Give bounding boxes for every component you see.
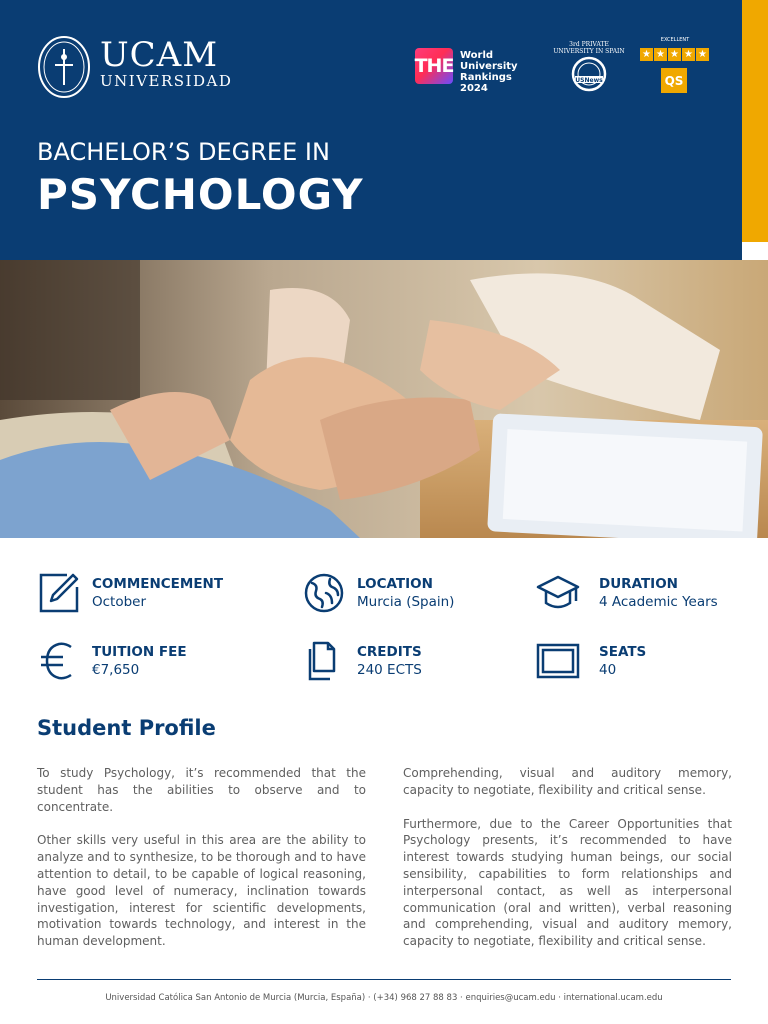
graduation-cap-icon xyxy=(536,571,580,615)
degree-type: BACHELOR’S DEGREE IN xyxy=(37,138,330,166)
the-line: University xyxy=(460,61,518,72)
profile-column-right xyxy=(403,765,732,967)
fact-label: DURATION xyxy=(599,576,678,592)
footer-divider xyxy=(37,979,731,980)
section-title: Student Profile xyxy=(37,716,216,740)
qs-stars xyxy=(640,48,709,61)
header-banner xyxy=(0,0,742,260)
fact-label: TUITION FEE xyxy=(92,644,187,660)
profile-column-left xyxy=(37,765,366,967)
star-icon: ★ xyxy=(654,48,667,61)
usnews-line: 3rd PRIVATE xyxy=(569,41,609,48)
the-line: Rankings 2024 xyxy=(460,72,512,94)
usnews-line: UNIVERSITY IN SPAIN xyxy=(553,48,625,55)
fact-label: LOCATION xyxy=(357,576,433,592)
paragraph: Furthermore, due to the Career Opportunities that Psychology presents, it’s recommended to have interest towards studying human beings, our social sensibility, capabilities to form relationships and interpersonal contact, as well as interpersonal communication (oral and written), verbal reasoning and comprehending, visual and auditory memory, capacity to negotiate, flexibility and critical sense. xyxy=(403,816,732,949)
hands-photo-illustration xyxy=(0,260,768,538)
brand-sub: UNIVERSIDAD xyxy=(100,72,233,90)
brand-wordmark xyxy=(100,35,233,90)
qs-excellent-text: EXCELLENT xyxy=(660,37,690,43)
star-icon: ★ xyxy=(668,48,681,61)
fact-label: COMMENCEMENT xyxy=(92,576,224,592)
fact-value: 4 Academic Years xyxy=(599,594,718,610)
qs-logo: QS xyxy=(661,68,687,93)
the-line: World xyxy=(460,50,494,61)
usnews-label: USNews xyxy=(575,77,603,84)
hero-photo xyxy=(0,260,768,538)
brand-name: UCAM xyxy=(100,35,219,75)
fact-value: Murcia (Spain) xyxy=(357,594,455,610)
star-icon: ★ xyxy=(696,48,709,61)
accent-bar xyxy=(742,0,768,242)
paragraph: To study Psychology, it’s recommended that the student has the abilities to observe and to concentrate. xyxy=(37,766,366,814)
fact-value: €7,650 xyxy=(92,662,140,678)
usnews-badge-icon xyxy=(567,56,611,92)
footer-contact: Universidad Católica San Antonio de Murcia (Murcia, España) · (+34) 968 27 88 83 · enquiries@ucam.edu · international.ucam.edu xyxy=(105,993,663,1003)
screen-icon xyxy=(536,639,580,683)
pencil-square-icon xyxy=(37,571,81,615)
globe-icon xyxy=(302,571,346,615)
university-seal-icon xyxy=(37,35,91,99)
degree-name: PSYCHOLOGY xyxy=(37,170,364,219)
fact-label: SEATS xyxy=(599,644,647,660)
star-icon: ★ xyxy=(640,48,653,61)
the-rankings-text xyxy=(460,50,540,94)
fact-label: CREDITS xyxy=(357,644,422,660)
fact-value: 240 ECTS xyxy=(357,662,422,678)
the-rankings-logo: THE xyxy=(415,48,453,84)
paragraph: Comprehending, visual and auditory memory, capacity to negotiate, flexibility and critical sense. xyxy=(403,766,732,797)
fact-value: 40 xyxy=(599,662,617,678)
paragraph: Other skills very useful in this area are the ability to analyze and to synthesize, to be thorough and to have attention to detail, to be capable of logical reasoning, have good level of numeracy, inclination towards investigation, interest for scientific developments, motivation towards technology, and interest in the human development. xyxy=(37,833,366,949)
usnews-caption xyxy=(545,41,633,55)
euro-icon xyxy=(37,639,81,683)
star-icon: ★ xyxy=(682,48,695,61)
documents-icon xyxy=(302,639,346,683)
fact-value: October xyxy=(92,594,147,610)
